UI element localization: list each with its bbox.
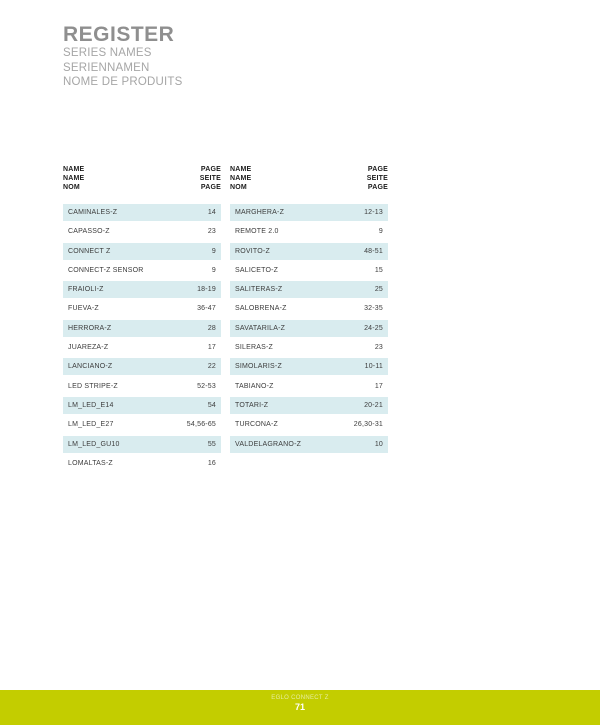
series-page-ref: 24-25 — [364, 324, 383, 332]
series-page-ref: 17 — [207, 344, 216, 352]
series-name: LED STRIPE-Z — [68, 382, 118, 390]
series-page-ref: 9 — [211, 266, 216, 274]
table-row — [63, 358, 221, 375]
series-name: MARGHERA-Z — [235, 209, 285, 216]
series-name: SALICETO-Z — [235, 266, 279, 274]
series-name: TURCONA-Z — [235, 421, 279, 429]
header-line: NOM — [230, 184, 247, 191]
series-name: SIMOLARIS-Z — [235, 363, 282, 371]
series-page-ref: 14 — [207, 209, 216, 216]
page-header — [63, 24, 183, 90]
series-page-ref: 52-53 — [197, 382, 216, 390]
table-row — [230, 436, 388, 453]
table-row — [230, 339, 388, 356]
table-row — [230, 223, 388, 240]
series-name: LM_LED_E27 — [68, 421, 114, 429]
table-row — [63, 339, 221, 356]
page-title: REGISTER — [63, 23, 175, 46]
table-rows-left — [63, 204, 221, 472]
page-column-header — [200, 165, 221, 192]
table-row — [63, 416, 221, 433]
series-name: LOMALTAS-Z — [68, 459, 113, 467]
table-row — [230, 378, 388, 395]
table-row — [63, 320, 221, 337]
series-page-ref: 12-13 — [364, 209, 383, 216]
table-row — [63, 281, 221, 298]
series-page-ref: 10-11 — [364, 363, 383, 371]
series-page-ref: 26,30-31 — [353, 421, 383, 429]
series-page-ref: 28 — [207, 324, 216, 332]
series-page-ref: 15 — [374, 266, 383, 274]
series-page-ref: 9 — [378, 228, 383, 236]
table-row — [63, 204, 221, 221]
table-row — [230, 397, 388, 414]
footer-bar — [0, 690, 600, 725]
table-row — [63, 243, 221, 260]
series-name: SALOBRENA-Z — [235, 305, 287, 313]
header-line: NAME — [230, 166, 252, 173]
table-row — [230, 300, 388, 317]
series-page-ref: 23 — [374, 344, 383, 352]
table-row — [63, 300, 221, 317]
index-column-left — [63, 165, 221, 474]
series-page-ref: 17 — [374, 382, 383, 390]
page-subtitle-fr: NOME DE PRODUITS — [63, 76, 183, 88]
table-row — [230, 204, 388, 221]
series-name: LANCIANO-Z — [68, 363, 113, 371]
series-name: SILERAS-Z — [235, 344, 273, 352]
page-subtitle-en: SERIES NAMES — [63, 47, 152, 59]
header-line: PAGE — [200, 166, 221, 173]
page-column-header — [367, 165, 388, 192]
series-page-ref: 18-19 — [197, 286, 216, 294]
table-header-right — [230, 165, 388, 192]
series-page-ref: 36-47 — [197, 305, 216, 313]
footer-page-number: 71 — [294, 702, 305, 712]
table-row — [63, 378, 221, 395]
table-row — [63, 436, 221, 453]
table-rows-right — [230, 204, 388, 453]
name-column-header — [63, 165, 84, 192]
table-row — [230, 320, 388, 337]
table-row — [230, 243, 388, 260]
header-line: PAGE — [200, 184, 221, 191]
name-column-header — [230, 165, 251, 192]
index-column-right — [230, 165, 388, 474]
footer-series-label: EGLO CONNECT Z — [271, 695, 329, 701]
series-name: LM_LED_GU10 — [68, 440, 120, 448]
series-name: TOTARI-Z — [235, 401, 269, 409]
header-line: NOM — [63, 184, 80, 191]
series-page-ref: 22 — [207, 363, 216, 371]
series-name: CONNECT Z — [68, 247, 111, 255]
series-page-ref: 9 — [211, 247, 216, 255]
series-name: CAMINALES-Z — [68, 209, 118, 216]
series-page-ref: 54,56-65 — [186, 421, 216, 429]
header-line: PAGE — [367, 166, 388, 173]
series-name: SALITERAS-Z — [235, 286, 283, 294]
series-page-ref: 20-21 — [364, 401, 383, 409]
series-name: ROVITO-Z — [235, 247, 270, 255]
series-name: REMOTE 2.0 — [235, 228, 279, 236]
series-name: CONNECT-Z SENSOR — [68, 266, 144, 274]
page-subtitle-de: SERIENNAMEN — [63, 61, 150, 74]
series-page-ref: 10 — [374, 440, 383, 448]
series-page-ref: 32-35 — [364, 305, 383, 313]
series-name: VALDELAGRANO-Z — [235, 440, 302, 448]
header-line: SEITE — [366, 175, 388, 182]
series-name: FUEVA-Z — [68, 305, 99, 313]
header-line: PAGE — [367, 184, 388, 191]
header-line: NAME — [63, 166, 85, 173]
header-line: NAME — [230, 175, 252, 182]
table-row — [63, 397, 221, 414]
header-line: SEITE — [199, 175, 221, 182]
series-page-ref: 55 — [207, 440, 216, 448]
table-row — [230, 262, 388, 279]
header-line: NAME — [63, 175, 85, 182]
series-page-ref: 16 — [207, 459, 216, 467]
series-page-ref: 48-51 — [364, 247, 383, 255]
table-row — [230, 358, 388, 375]
table-row — [230, 416, 388, 433]
series-name: CAPASSO-Z — [68, 228, 110, 236]
table-row — [63, 455, 221, 472]
series-name: LM_LED_E14 — [68, 401, 114, 409]
series-name: TABIANO-Z — [235, 382, 274, 390]
series-name: JUAREZA-Z — [68, 344, 109, 352]
series-page-ref: 25 — [374, 286, 383, 294]
series-page-ref: 54 — [207, 401, 216, 409]
table-row — [230, 281, 388, 298]
series-page-ref: 23 — [207, 228, 216, 236]
table-header-left — [63, 165, 221, 192]
table-row — [63, 262, 221, 279]
series-name: HERRORA-Z — [68, 324, 112, 332]
table-row — [63, 223, 221, 240]
series-name: SAVATARILA-Z — [235, 324, 286, 332]
index-tables — [63, 165, 388, 474]
series-name: FRAIOLI-Z — [68, 286, 104, 294]
